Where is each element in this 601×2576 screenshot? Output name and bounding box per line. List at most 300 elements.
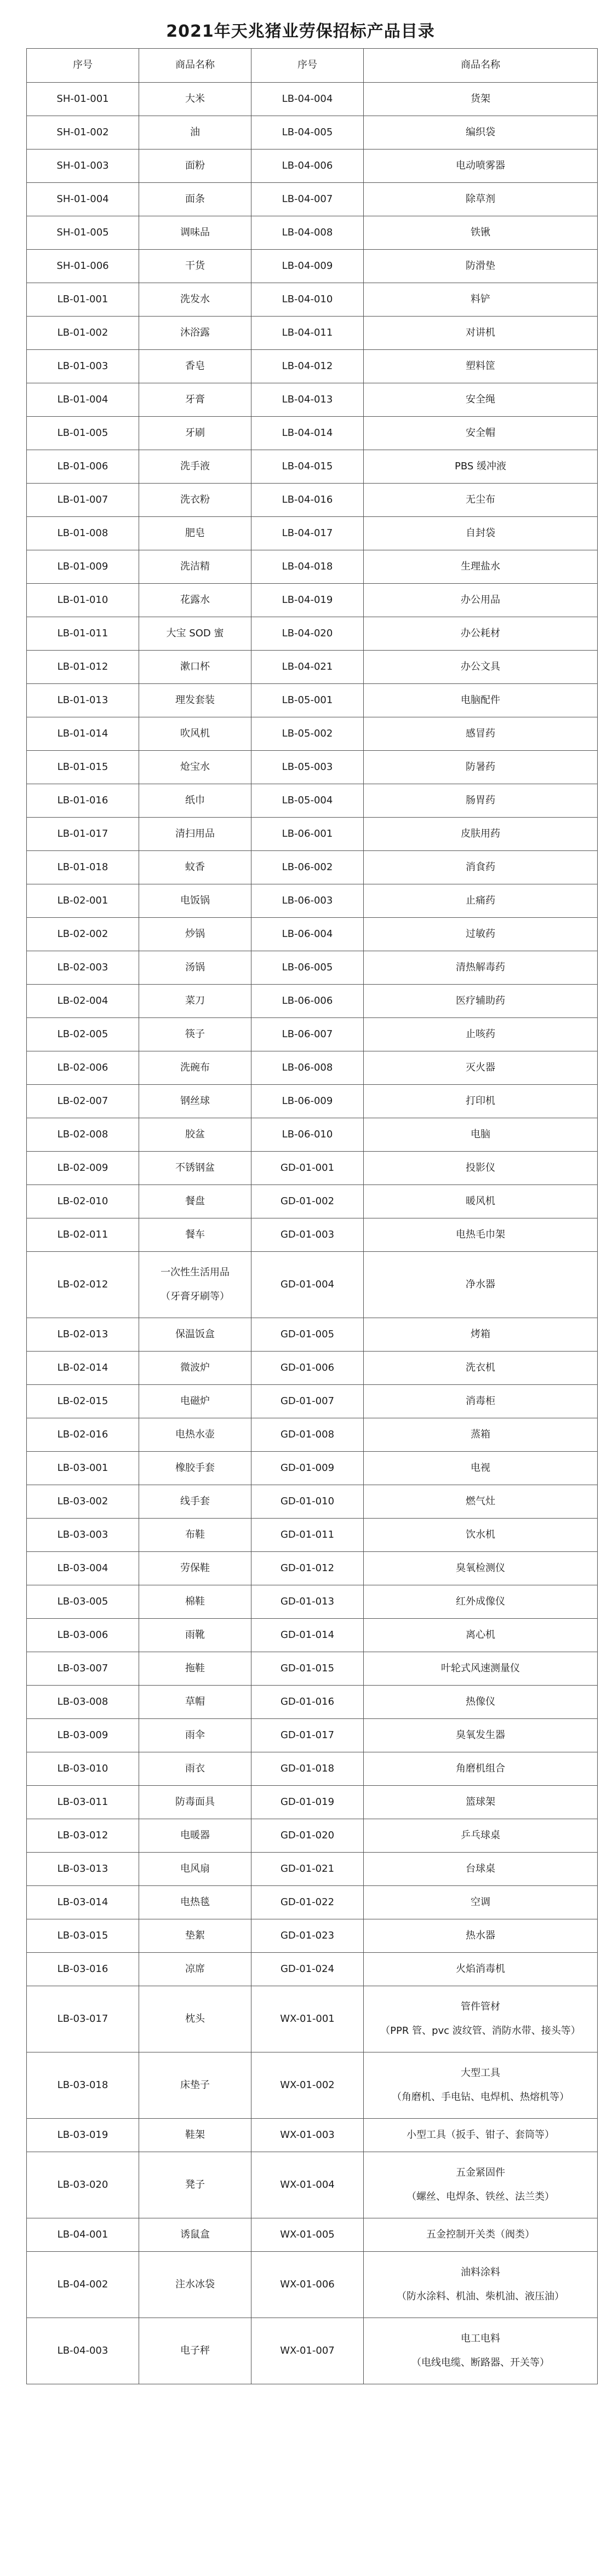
table-body	[27, 83, 598, 2384]
product-name-right-line: 塑料筐	[466, 360, 495, 372]
product-name-right	[364, 1352, 598, 1385]
product-name-left-line: 雨靴	[185, 1629, 205, 1641]
product-name-left-line: 调味品	[180, 226, 210, 238]
serial-number-left: LB-03-008	[27, 1686, 139, 1719]
table-row	[27, 417, 598, 450]
product-name-left	[139, 1652, 251, 1686]
serial-number-right: LB-05-003	[251, 751, 364, 784]
product-name-right	[364, 150, 598, 183]
serial-number-right: LB-06-001	[251, 818, 364, 851]
header-product-name-1: 商品名称	[139, 49, 251, 83]
header-serial-2: 序号	[251, 49, 364, 83]
table-row	[27, 150, 598, 183]
header-product-name-2: 商品名称	[364, 49, 598, 83]
product-name-left	[139, 2252, 251, 2318]
serial-number-left: LB-01-007	[27, 484, 139, 517]
product-name-left	[139, 1953, 251, 1986]
serial-number-left: LB-03-006	[27, 1619, 139, 1652]
table-row	[27, 1218, 598, 1252]
serial-number-left: LB-01-013	[27, 684, 139, 717]
product-name-right	[364, 1652, 598, 1686]
product-name-right	[364, 450, 598, 484]
table-row	[27, 684, 598, 717]
product-name-left	[139, 1218, 251, 1252]
product-name-right-line: 空调	[471, 1896, 490, 1908]
product-name-right-line: 篮球架	[466, 1796, 495, 1808]
product-name-left-line: 蚊香	[185, 861, 205, 873]
product-name-right	[364, 1953, 598, 1986]
product-name-left	[139, 484, 251, 517]
product-name-left	[139, 617, 251, 651]
product-name-left	[139, 717, 251, 751]
table-row	[27, 2252, 598, 2318]
product-name-right	[364, 1185, 598, 1218]
serial-number-right: LB-05-002	[251, 717, 364, 751]
product-name-left-line: 拖鞋	[185, 1662, 205, 1674]
product-name-left-line: 清扫用品	[175, 827, 215, 840]
table-row	[27, 1252, 598, 1318]
product-name-left-line: 电子秤	[180, 2344, 210, 2356]
serial-number-left: LB-02-002	[27, 918, 139, 951]
product-name-left-line: 洗手液	[180, 460, 210, 472]
product-name-right-line: 台球桌	[466, 1862, 495, 1875]
serial-number-right: GD-01-010	[251, 1485, 364, 1519]
serial-number-right: LB-06-004	[251, 918, 364, 951]
product-name-right	[364, 2252, 598, 2318]
serial-number-left: LB-01-015	[27, 751, 139, 784]
product-name-right-line: （角磨机、手电钻、电焊机、热熔机等）	[392, 2091, 569, 2103]
product-name-right-line: 肠胃药	[466, 794, 495, 806]
serial-number-left: LB-03-018	[27, 2052, 139, 2119]
serial-number-left: LB-01-006	[27, 450, 139, 484]
serial-number-right: GD-01-024	[251, 1953, 364, 1986]
product-name-left	[139, 2152, 251, 2218]
product-name-left	[139, 1385, 251, 1418]
serial-number-right: LB-06-005	[251, 951, 364, 985]
serial-number-left: LB-03-015	[27, 1919, 139, 1953]
product-name-right-line: 防滑垫	[466, 260, 495, 272]
product-name-right-line: 货架	[471, 93, 490, 105]
serial-number-right: LB-04-009	[251, 250, 364, 283]
table-row	[27, 2119, 598, 2152]
product-name-right-line: 医疗辅助药	[456, 994, 505, 1007]
product-name-left-line: 沐浴露	[180, 326, 210, 338]
product-name-left-line: 纸巾	[185, 794, 205, 806]
product-name-right-line: （螺丝、电焊条、铁丝、法兰类）	[407, 2191, 554, 2203]
table-row	[27, 1118, 598, 1152]
table-row	[27, 1652, 598, 1686]
product-name-right-line: 无尘布	[466, 493, 495, 505]
serial-number-right: GD-01-014	[251, 1619, 364, 1652]
table-row	[27, 1585, 598, 1619]
product-name-right-line: （电线电缆、断路器、开关等）	[411, 2357, 550, 2368]
product-name-right-line: （防水涂料、机油、柴机油、液压油）	[397, 2291, 564, 2302]
serial-number-right: LB-06-002	[251, 851, 364, 884]
product-name-right	[364, 1919, 598, 1953]
table-row	[27, 1853, 598, 1886]
table-row	[27, 1719, 598, 1752]
product-name-right	[364, 2119, 598, 2152]
serial-number-left: LB-03-017	[27, 1986, 139, 2052]
serial-number-right: GD-01-022	[251, 1886, 364, 1919]
serial-number-left: LB-02-007	[27, 1085, 139, 1118]
product-name-left-line: 炝宝水	[180, 761, 210, 773]
product-name-right	[364, 116, 598, 150]
product-name-left	[139, 784, 251, 818]
serial-number-left: SH-01-004	[27, 183, 139, 216]
product-name-right-line: 安全帽	[466, 427, 495, 439]
product-name-left	[139, 83, 251, 116]
product-name-right-line: 小型工具（扳手、钳子、套筒等）	[407, 2129, 554, 2141]
serial-number-right: LB-05-004	[251, 784, 364, 818]
serial-number-right: LB-06-007	[251, 1018, 364, 1051]
product-name-right-line: 防暑药	[466, 761, 495, 773]
serial-number-right: GD-01-017	[251, 1719, 364, 1752]
serial-number-right: LB-04-012	[251, 350, 364, 383]
product-name-left-line: 钢丝球	[180, 1095, 210, 1107]
product-name-right	[364, 2218, 598, 2252]
serial-number-left: LB-01-005	[27, 417, 139, 450]
product-name-left	[139, 1719, 251, 1752]
product-name-right	[364, 1218, 598, 1252]
serial-number-right: GD-01-021	[251, 1853, 364, 1886]
product-name-right-line: 饮水机	[466, 1528, 495, 1540]
serial-number-right: LB-04-008	[251, 216, 364, 250]
product-name-left-line: 微波炉	[180, 1361, 210, 1373]
table-row	[27, 1819, 598, 1853]
product-name-left-line: 理发套装	[175, 694, 215, 706]
serial-number-left: LB-01-009	[27, 550, 139, 584]
product-name-right-line: 燃气灶	[466, 1495, 495, 1507]
product-name-left	[139, 1786, 251, 1819]
serial-number-right: LB-04-005	[251, 116, 364, 150]
product-name-left-line: 保温饭盒	[175, 1328, 215, 1340]
serial-number-left: LB-01-008	[27, 517, 139, 550]
product-name-left-line: 洗衣粉	[180, 493, 210, 505]
product-name-left-line: 草帽	[185, 1695, 205, 1707]
serial-number-left: LB-03-002	[27, 1485, 139, 1519]
product-name-left	[139, 751, 251, 784]
product-name-right-line: 料铲	[471, 293, 490, 305]
product-name-right	[364, 1485, 598, 1519]
product-name-right	[364, 216, 598, 250]
product-name-left	[139, 1853, 251, 1886]
table-row	[27, 2152, 598, 2218]
product-name-right-line: 蒸箱	[471, 1428, 490, 1440]
serial-number-left: SH-01-003	[27, 150, 139, 183]
product-name-right-line: 止咳药	[466, 1028, 495, 1040]
product-name-right	[364, 1585, 598, 1619]
product-name-left	[139, 1485, 251, 1519]
product-name-right-line: 电热毛巾架	[456, 1228, 505, 1240]
serial-number-left: LB-03-010	[27, 1752, 139, 1786]
product-name-left	[139, 2318, 251, 2384]
product-name-left	[139, 1686, 251, 1719]
serial-number-right: LB-04-015	[251, 450, 364, 484]
serial-number-left: LB-01-011	[27, 617, 139, 651]
product-name-left-line: 注水冰袋	[175, 2278, 215, 2290]
product-name-right-line: 净水器	[466, 1278, 495, 1290]
product-name-left-line: 餐盘	[185, 1195, 205, 1207]
table-row	[27, 1886, 598, 1919]
product-name-left-line: 餐车	[185, 1228, 205, 1240]
product-name-right	[364, 183, 598, 216]
product-name-left	[139, 1418, 251, 1452]
serial-number-left: LB-03-012	[27, 1819, 139, 1853]
serial-number-right: GD-01-008	[251, 1418, 364, 1452]
table-row	[27, 1352, 598, 1385]
serial-number-right: GD-01-012	[251, 1552, 364, 1585]
serial-number-right: GD-01-002	[251, 1185, 364, 1218]
product-name-right	[364, 350, 598, 383]
serial-number-left: LB-02-006	[27, 1051, 139, 1085]
product-name-right	[364, 1819, 598, 1853]
product-name-left	[139, 884, 251, 918]
serial-number-left: LB-02-005	[27, 1018, 139, 1051]
product-name-left-line: 牙刷	[185, 427, 205, 439]
product-name-right-line: 红外成像仪	[456, 1595, 505, 1607]
table-row	[27, 2218, 598, 2252]
product-name-right	[364, 584, 598, 617]
product-name-left-line: 洗发水	[180, 293, 210, 305]
serial-number-right: LB-04-014	[251, 417, 364, 450]
product-name-right-line: 臭氧发生器	[456, 1729, 505, 1741]
serial-number-right: GD-01-020	[251, 1819, 364, 1853]
table-row	[27, 985, 598, 1018]
product-name-left	[139, 584, 251, 617]
product-name-right	[364, 1085, 598, 1118]
table-row	[27, 350, 598, 383]
product-name-right	[364, 818, 598, 851]
serial-number-right: GD-01-005	[251, 1318, 364, 1352]
product-name-left	[139, 851, 251, 884]
product-name-right-line: 电视	[471, 1462, 490, 1474]
product-name-right-line: 电工电料	[461, 2332, 500, 2344]
product-name-left-line: 筷子	[185, 1028, 205, 1040]
product-name-left-line: 电风扇	[180, 1862, 210, 1875]
product-name-right	[364, 717, 598, 751]
table-row	[27, 484, 598, 517]
serial-number-left: LB-03-005	[27, 1585, 139, 1619]
table-row	[27, 1085, 598, 1118]
serial-number-left: LB-04-001	[27, 2218, 139, 2252]
serial-number-left: LB-01-003	[27, 350, 139, 383]
product-name-left	[139, 283, 251, 317]
serial-number-right: GD-01-019	[251, 1786, 364, 1819]
document-title: 2021年天兆猪业劳保招标产品目录	[166, 22, 435, 41]
serial-number-right: GD-01-007	[251, 1385, 364, 1418]
serial-number-left: LB-03-007	[27, 1652, 139, 1686]
product-name-left-line: 电热水壶	[175, 1428, 215, 1440]
serial-number-left: LB-02-012	[27, 1252, 139, 1318]
product-name-left-line: 炒锅	[185, 928, 205, 940]
product-name-left	[139, 2052, 251, 2119]
table-row	[27, 283, 598, 317]
product-name-left	[139, 985, 251, 1018]
table-row	[27, 1552, 598, 1585]
product-name-left	[139, 1552, 251, 1585]
product-name-left-line: 一次性生活用品	[161, 1266, 230, 1278]
serial-number-right: GD-01-023	[251, 1919, 364, 1953]
serial-number-right: GD-01-009	[251, 1452, 364, 1485]
serial-number-right: LB-06-009	[251, 1085, 364, 1118]
product-name-left	[139, 1051, 251, 1085]
product-name-right	[364, 1252, 598, 1318]
product-name-right-line: 办公耗材	[461, 627, 500, 639]
product-name-right	[364, 918, 598, 951]
product-name-left	[139, 450, 251, 484]
serial-number-left: LB-02-016	[27, 1418, 139, 1452]
product-name-left-line: 洗洁精	[180, 560, 210, 572]
serial-number-right: GD-01-006	[251, 1352, 364, 1385]
product-name-right-line: 火焰消毒机	[456, 1963, 505, 1975]
product-name-left-line: 大米	[185, 93, 205, 105]
product-name-right	[364, 1853, 598, 1886]
serial-number-right: LB-06-008	[251, 1051, 364, 1085]
serial-number-left: LB-03-019	[27, 2119, 139, 2152]
product-name-right	[364, 1886, 598, 1919]
product-name-right-line: 皮肤用药	[461, 827, 500, 840]
table-row	[27, 1152, 598, 1185]
product-name-right-line: （PPR 管、pvc 波纹管、消防水带、接头等）	[380, 2025, 581, 2037]
serial-number-right: LB-04-021	[251, 651, 364, 684]
serial-number-right: GD-01-016	[251, 1686, 364, 1719]
product-name-right	[364, 283, 598, 317]
serial-number-right: LB-04-004	[251, 83, 364, 116]
serial-number-left: LB-01-012	[27, 651, 139, 684]
serial-number-left: LB-01-014	[27, 717, 139, 751]
product-name-right-line: 洗衣机	[466, 1361, 495, 1373]
product-name-right-line: 生理盐水	[461, 560, 500, 572]
serial-number-right: GD-01-018	[251, 1752, 364, 1786]
product-name-left-line: 肥皂	[185, 527, 205, 539]
serial-number-right: LB-04-011	[251, 317, 364, 350]
table-row	[27, 584, 598, 617]
product-name-right-line: 过敏药	[466, 928, 495, 940]
serial-number-left: LB-01-002	[27, 317, 139, 350]
serial-number-left: LB-02-008	[27, 1118, 139, 1152]
product-name-right	[364, 1619, 598, 1652]
serial-number-left: SH-01-006	[27, 250, 139, 283]
table-row	[27, 1786, 598, 1819]
serial-number-right: LB-05-001	[251, 684, 364, 717]
product-name-right	[364, 1986, 598, 2052]
product-name-right	[364, 1051, 598, 1085]
serial-number-right: LB-04-019	[251, 584, 364, 617]
table-row	[27, 83, 598, 116]
table-row	[27, 550, 598, 584]
product-name-right-line: 灭火器	[466, 1061, 495, 1073]
product-name-left-line: 诱鼠盒	[180, 2228, 210, 2240]
table-row	[27, 818, 598, 851]
product-name-right-line: 自封袋	[466, 527, 495, 539]
product-name-left	[139, 1619, 251, 1652]
serial-number-right: GD-01-003	[251, 1218, 364, 1252]
product-name-left	[139, 1085, 251, 1118]
serial-number-left: SH-01-001	[27, 83, 139, 116]
product-name-right	[364, 684, 598, 717]
serial-number-right: LB-04-010	[251, 283, 364, 317]
serial-number-left: SH-01-002	[27, 116, 139, 150]
product-name-right	[364, 1786, 598, 1819]
serial-number-left: LB-01-018	[27, 851, 139, 884]
product-name-right	[364, 1552, 598, 1585]
product-name-left	[139, 1118, 251, 1152]
product-name-right-line: 暖风机	[466, 1195, 495, 1207]
product-name-left	[139, 1919, 251, 1953]
product-name-right	[364, 751, 598, 784]
table-row	[27, 651, 598, 684]
product-name-left-line: 洗碗布	[180, 1061, 210, 1073]
table-row	[27, 2318, 598, 2384]
serial-number-right: LB-06-006	[251, 985, 364, 1018]
product-name-left-line: 胶盆	[185, 1128, 205, 1140]
product-name-right-line: 管件管材	[461, 2000, 500, 2013]
product-name-right	[364, 985, 598, 1018]
product-name-left	[139, 1152, 251, 1185]
product-name-left	[139, 1452, 251, 1485]
table-row	[27, 918, 598, 951]
table-row	[27, 1986, 598, 2052]
product-name-left-line: 防毒面具	[175, 1796, 215, 1808]
product-name-right-line: 办公文具	[461, 660, 500, 672]
serial-number-right: GD-01-015	[251, 1652, 364, 1686]
product-name-right-line: 止痛药	[466, 894, 495, 906]
product-name-left-line: 枕头	[185, 2013, 205, 2025]
product-name-left	[139, 150, 251, 183]
table-row	[27, 1953, 598, 1986]
product-name-left-line: 不锈钢盆	[175, 1162, 215, 1174]
table-row	[27, 1051, 598, 1085]
product-name-left	[139, 517, 251, 550]
product-name-left	[139, 918, 251, 951]
table-row	[27, 1418, 598, 1452]
product-name-left	[139, 350, 251, 383]
table-row	[27, 183, 598, 216]
serial-number-left: LB-03-013	[27, 1853, 139, 1886]
header-serial-1: 序号	[27, 49, 139, 83]
product-name-left-line: 劳保鞋	[180, 1562, 210, 1574]
serial-number-left: LB-03-004	[27, 1552, 139, 1585]
serial-number-right: GD-01-001	[251, 1152, 364, 1185]
serial-number-left: LB-02-010	[27, 1185, 139, 1218]
table-row	[27, 250, 598, 283]
product-name-right-line: 电脑配件	[461, 694, 500, 706]
product-name-left	[139, 317, 251, 350]
product-name-right	[364, 784, 598, 818]
serial-number-right: WX-01-007	[251, 2318, 364, 2384]
serial-number-left: LB-02-001	[27, 884, 139, 918]
product-name-right	[364, 2052, 598, 2119]
product-name-left-line: 花露水	[180, 594, 210, 606]
product-name-right	[364, 1318, 598, 1352]
product-name-left-line: 雨衣	[185, 1762, 205, 1774]
table-row	[27, 1385, 598, 1418]
serial-number-right: LB-04-017	[251, 517, 364, 550]
serial-number-right: LB-04-007	[251, 183, 364, 216]
serial-number-right: GD-01-004	[251, 1252, 364, 1318]
product-name-left-line: 电暖器	[180, 1829, 210, 1841]
product-name-right-line: 电脑	[471, 1128, 490, 1140]
product-name-right-line: 离心机	[466, 1629, 495, 1641]
serial-number-right: GD-01-011	[251, 1519, 364, 1552]
product-name-right	[364, 1719, 598, 1752]
table-row	[27, 617, 598, 651]
product-name-right-line: 铁锹	[471, 226, 490, 238]
product-name-left	[139, 1752, 251, 1786]
table-row	[27, 1452, 598, 1485]
serial-number-left: LB-01-004	[27, 383, 139, 417]
